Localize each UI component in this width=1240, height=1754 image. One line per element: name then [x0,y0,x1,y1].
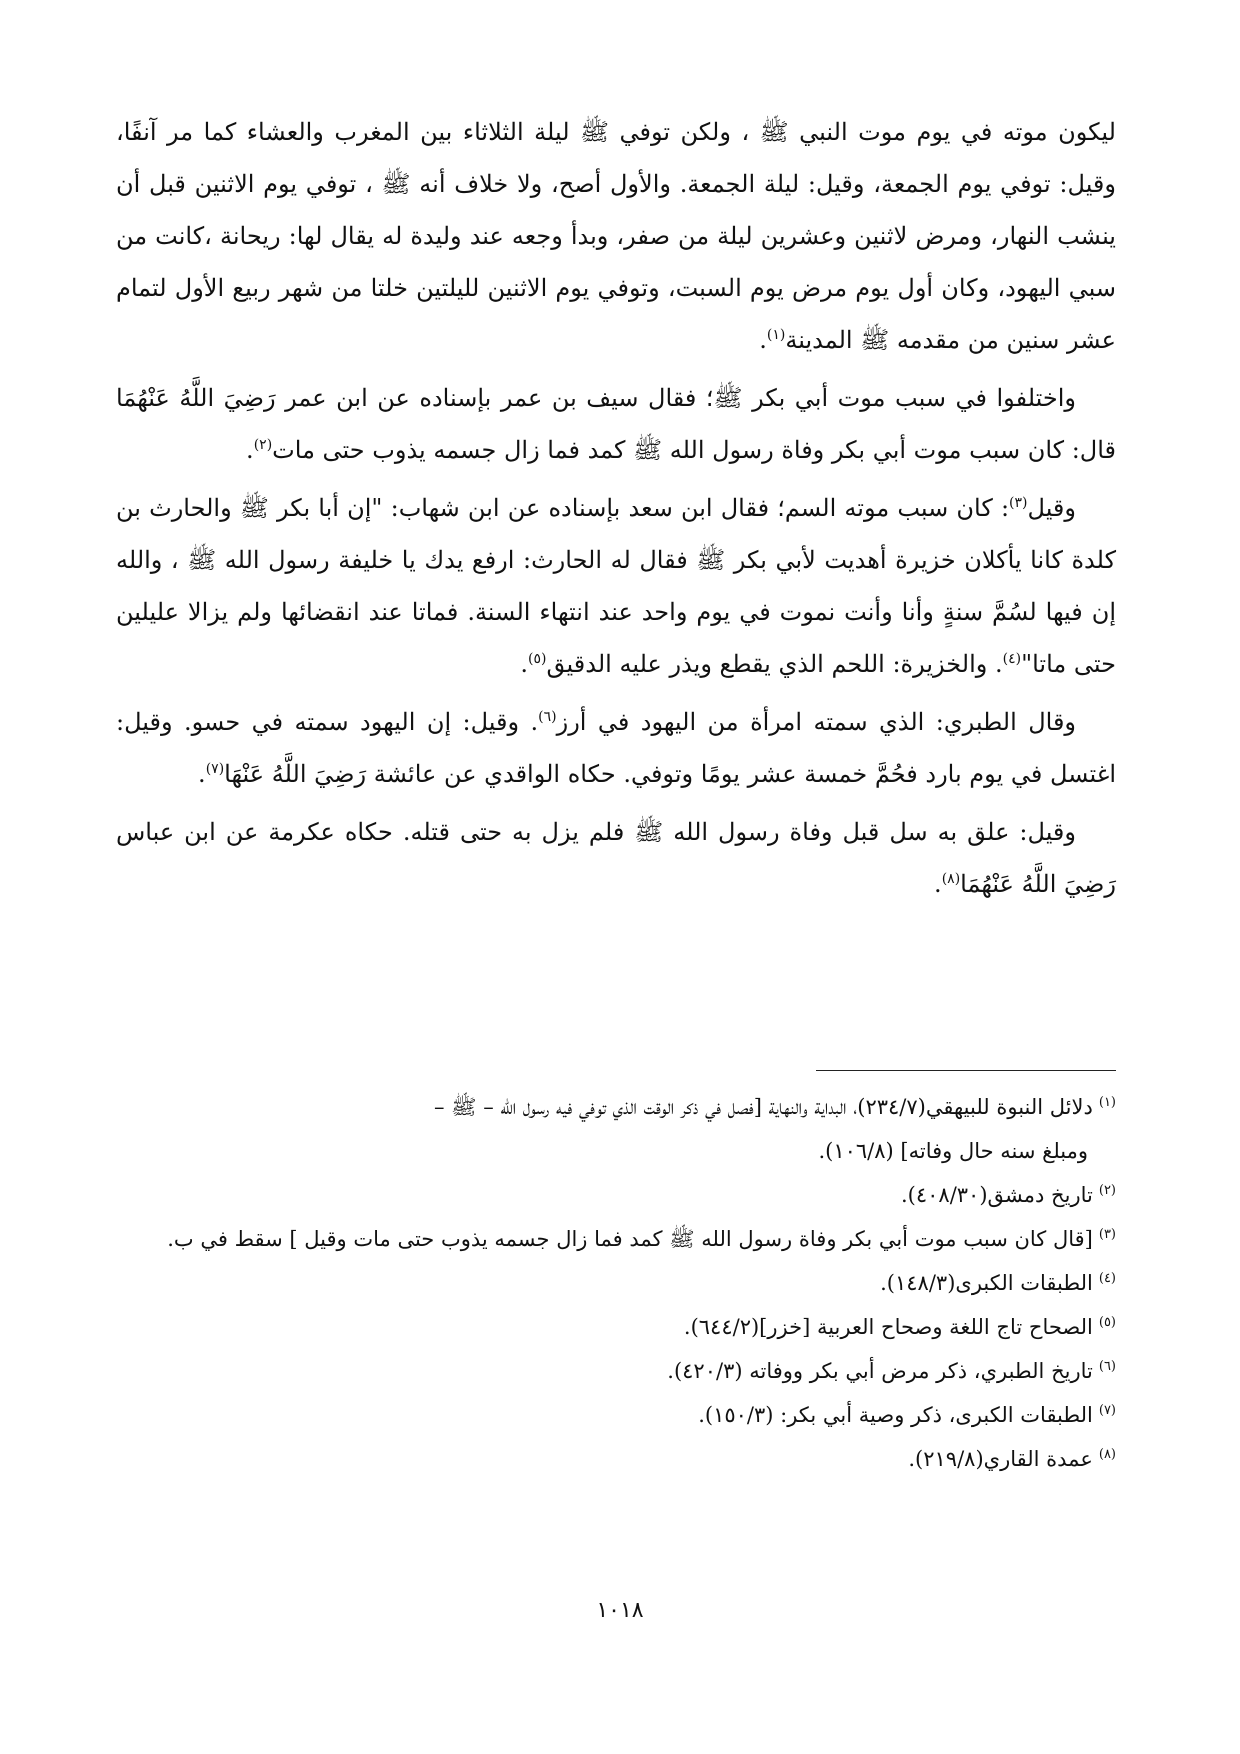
footnote-text: الطبقات الكبرى(١٤٨/٣). [880,1271,1093,1295]
footnote-ref[interactable]: (٥) [528,651,547,667]
footnote-4 [116,1261,1116,1305]
footnote-number: (٤) [1098,1271,1116,1286]
footnote-text: تاريخ الطبري، ذكر مرض أبي بكر ووفاته (٤٢٠/٣). [667,1359,1093,1383]
footnote-text: عمدة القاري(٢١٩/٨). [908,1447,1093,1471]
footnotes [116,1085,1116,1481]
paragraph-text: . والخزيرة: اللحم الذي يقطع ويذر عليه الدقيق [546,650,1003,678]
paragraph-text: وقيل [1027,494,1076,522]
footnote-6 [116,1349,1116,1393]
footnote-8 [116,1437,1116,1481]
footnote-ref[interactable]: (٣) [1009,495,1028,511]
paragraph-1 [116,106,1116,366]
footnote-ref[interactable]: (٤) [1002,651,1022,667]
paragraph-text: وقيل: علق به سل قبل وفاة رسول الله ﷺ فلم يزل به حتى قتله. حكاه عكرمة عن ابن عباس رَضِيَ اللَّهُ عَنْهُمَا [116,818,1116,898]
paragraph-end: . [198,760,206,788]
footnote-1 [116,1085,1116,1173]
paragraph-text: واختلفوا في سبب موت أبي بكر ﷺ؛ فقال سيف بن عمر بإسناده عن ابن عمر رَضِيَ اللَّهُ عَنْهُمَا قال: كان سبب موت أبي بكر وفاة رسول الله ﷺ كمد فما زال جسمه يذوب حتى مات [116,384,1116,464]
footnote-text: دلائل النبوة للبيهقي(٢٣٤/٧)، البداية والنهاية [فصل في ذكر الوقت الذي توفي فيه رسول الله – ﷺ – [433,1095,1093,1119]
footnote-text: الصحاح تاج اللغة وصحاح العربية [خزر](٦٤٤/٢). [683,1315,1093,1339]
footnote-ref[interactable]: (٢) [253,437,273,453]
footnote-5 [116,1305,1116,1349]
paragraph-end: . [520,650,529,678]
footnote-ref[interactable]: (١) [766,327,786,343]
paragraph-3 [116,482,1116,690]
footnote-number: (٦) [1098,1359,1116,1374]
footnote-2 [116,1173,1116,1217]
page-number: ١٠١٨ [596,1598,644,1623]
footnote-text: [قال كان سبب موت أبي بكر وفاة رسول الله ﷺ كمد فما زال جسمه يذوب حتى مات وقيل ] سقط في ب. [167,1227,1093,1251]
footnote-text-continued: ومبلغ سنه حال وفاته] (١٠٦/٨). [818,1139,1088,1163]
paragraph-text: ليكون موته في يوم موت النبي ﷺ ، ولكن توفي ﷺ ليلة الثلاثاء بين المغرب والعشاء كما مر آنفًا، وقيل: توفي يوم الجمعة، وقيل: ليلة الجمعة. والأول أصح، ولا خلاف أنه ﷺ ، توفي يوم الاثنين قبل أن ينشب النهار، ومرض لاثنين وعشرين ليلة من صفر، وبدأ وجعه عند وليدة له يقال لها: ريحانة ،كانت من سبي اليهود، وكان أول يوم مرض يوم السبت، وتوفي يوم الاثنين لليلتين خلتا من شهر ربيع الأول لتمام عشر سنين من مقدمه ﷺ المدينة [116,118,1116,354]
paragraph-4 [116,696,1116,800]
paragraph-text: . وقيل: إن اليهود سمته في حسو. وقيل: اغتسل في يوم بارد فحُمَّ خمسة عشر يومًا وتوفي. حكاه الواقدي عن عائشة رَضِيَ اللَّهُ عَنْهَا [116,708,1116,788]
footnote-number: (٧) [1098,1403,1116,1418]
footnote-number: (٨) [1098,1447,1116,1462]
paragraph-end: . [759,326,767,354]
main-text [116,106,1116,916]
footnote-text: تاريخ دمشق(٤٠٨/٣٠). [900,1183,1093,1207]
paragraph-end: . [246,436,254,464]
footnote-number: (٢) [1098,1183,1116,1198]
paragraph-text: : كان سبب موته السم؛ فقال ابن سعد بإسناده عن ابن شهاب: "إن أبا بكر ﷺ والحارث بن كلدة كانا يأكلان خزيرة أهديت لأبي بكر ﷺ فقال له الحارث: ارفع يدك يا خليفة رسول الله ﷺ ، والله إن فيها لسُمَّ سنةٍ وأنا وأنت نموت في يوم واحد عند انتهاء السنة. فماتا عند انقضائها ولم يزالا عليلين حتى ماتا" [116,494,1116,678]
footnote-ref[interactable]: (٦) [538,709,557,725]
paragraph-2 [116,372,1116,476]
footnote-separator [816,1070,1116,1071]
footnote-3 [116,1217,1116,1261]
paragraph-5 [116,806,1116,910]
footnote-text: الطبقات الكبرى، ذكر وصية أبي بكر: (١٥٠/٣). [698,1403,1093,1427]
paragraph-text: وقال الطبري: الذي سمته امرأة من اليهود في أرز [556,708,1077,736]
footnote-number: (٥) [1098,1315,1116,1330]
footnote-number: (١) [1098,1095,1116,1110]
footnote-number: (٣) [1098,1227,1116,1242]
footnote-ref[interactable]: (٧) [205,761,225,777]
paragraph-end: . [934,870,942,898]
footnote-ref[interactable]: (٨) [941,871,961,887]
footnote-7 [116,1393,1116,1437]
